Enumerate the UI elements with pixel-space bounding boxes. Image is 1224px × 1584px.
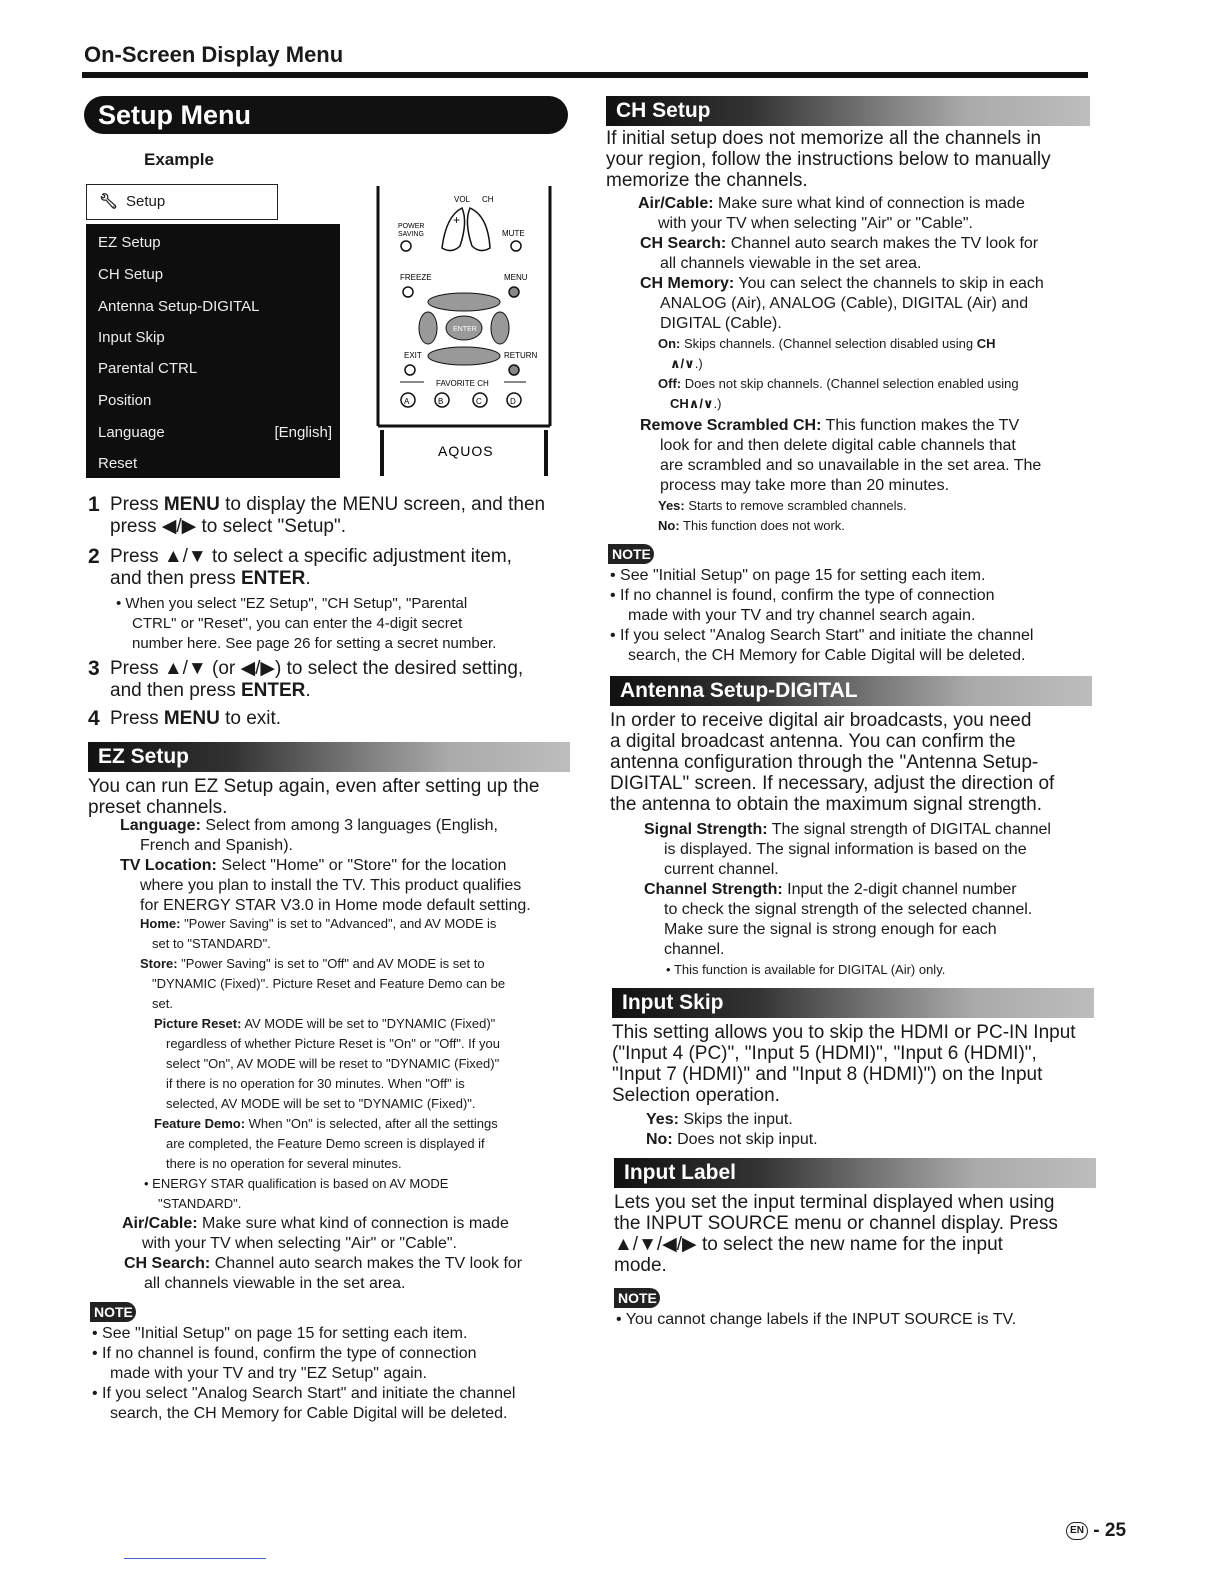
ez-feature-demo: Feature Demo: When "On" is selected, after all the settings are completed, the Feature Demo screen is displayed if there is no operation for several minutes. (154, 1116, 498, 1171)
step-2: 2 Press ▲/▼ to select a specific adjustment item, and then press ENTER. (88, 545, 512, 589)
ez-energy-bullet: • ENERGY STAR qualification is based on AV MODE "STANDARD". (144, 1176, 449, 1211)
antenna-intro: In order to receive digital air broadcasts, you need a digital broadcast antenna. You can confirm the antenna configuration through the "Antenna Setup- DIGITAL" screen. If necessary, adjust the direction of the antenna to obtain the maximum signal strength. (610, 710, 1055, 815)
enter-label: ENTER (453, 326, 477, 333)
power-saving-button (401, 241, 411, 251)
antenna-bullet: • This function is available for DIGITAL (Air) only. (666, 962, 946, 977)
header-rule (82, 72, 1088, 78)
return-button (509, 365, 519, 375)
ez-setup-intro: You can run EZ Setup again, even after setting up the preset channels. (88, 776, 540, 818)
power-saving-label-1: POWER (398, 223, 425, 230)
osd-title-box (86, 184, 278, 220)
b-label: B (438, 397, 444, 406)
exit-button (405, 365, 415, 375)
osd-language-value: [English] (274, 424, 332, 441)
left-key (419, 312, 437, 344)
ch-notes: • See "Initial Setup" on page 15 for setting each item. • If no channel is found, confirm the type of connection made with your TV and try channel search again. • If you select "Analog Search Start" and initiate the channel search, the CH Memory for Cable Digital will be deleted. (610, 567, 1034, 664)
footer-rule (124, 1558, 266, 1559)
power-saving-label-2: SAVING (398, 231, 424, 238)
favorite-ch-label: FAVORITE CH (436, 379, 489, 388)
freeze-label: FREEZE (400, 273, 432, 282)
vol-label: VOL (454, 195, 471, 204)
page-number: - 25 (1093, 1520, 1127, 1541)
right-key (491, 312, 509, 344)
input-label-note: • You cannot change labels if the INPUT SOURCE is TV. (616, 1311, 1017, 1328)
ez-home: Home: "Power Saving" is set to "Advanced", and AV MODE is set to "STANDARD". (140, 916, 497, 951)
page-header: On-Screen Display Menu (84, 42, 344, 67)
ch-remove-scrambled: Remove Scrambled CH: This function makes the TV look for and then delete digital cable channels that are scrambled and so unavailable in the set area. The process may take more than 20 minutes. (640, 417, 1042, 494)
ch-on: On: Skips channels. (Channel selection disabled using CH ∧/∨.) (658, 336, 996, 371)
input-skip-options: Yes: Skips the input. No: Does not skip input. (646, 1111, 818, 1148)
mute-button (511, 241, 521, 251)
ch-note-badge: NOTE (608, 544, 654, 564)
exit-label: EXIT (404, 351, 422, 360)
ch-remove-options: Yes: Starts to remove scrambled channels. No: This function does not work. (658, 498, 907, 533)
step-2-bullet: • When you select "EZ Setup", "CH Setup", "Parental CTRL" or "Reset", you can enter the 4-digit secret number here. See page 26 for setting a secret number. (116, 595, 497, 652)
ch-air-cable: Air/Cable: Make sure what kind of connection is made with your TV when selecting "Air" or "Cable". (638, 195, 1025, 232)
osd-item-ch-setup: CH Setup (98, 266, 164, 283)
ez-notes: • See "Initial Setup" on page 15 for setting each item. • If no channel is found, confirm the type of connection made with your TV and try "EZ Setup" again. • If you select "Analog Search Start" and initiate the channel search, the CH Memory for Cable Digital will be deleted. (92, 1325, 516, 1422)
a-label: A (404, 397, 410, 406)
ez-setup-title: EZ Setup (88, 742, 570, 772)
step-1: 1 Press MENU to display the MENU screen, and then press ◀/▶ to select "Setup". (88, 493, 546, 537)
ch-ch-search: CH Search: Channel auto search makes the TV look for all channels viewable in the set area. (640, 235, 1039, 272)
ez-ch-search: CH Search: Channel auto search makes the TV look for all channels viewable in the set area. (124, 1255, 523, 1292)
osd-item-language: Language (98, 424, 165, 441)
setup-menu-title: Setup Menu (84, 96, 568, 134)
ch-off: Off: Does not skip channels. (Channel selection enabled using CH∧/∨.) (658, 376, 1019, 411)
ch-label: CH (482, 195, 494, 204)
antenna-setup-title: Antenna Setup-DIGITAL (610, 676, 1092, 706)
osd-item-input-skip: Input Skip (98, 329, 165, 346)
menu-label: MENU (504, 273, 528, 282)
input-skip-intro: This setting allows you to skip the HDMI or PC-IN Input ("Input 4 (PC)", "Input 5 (HDMI)", "Input 6 (HDMI)", "Input 7 (HDMI)" and "Input 8 (HDMI)") on the Input Selection operation. (612, 1022, 1076, 1106)
osd-item-antenna-setup: Antenna Setup-DIGITAL (98, 298, 260, 315)
up-key (428, 293, 500, 311)
example-label: Example (144, 150, 214, 169)
ez-language: Language: Select from among 3 languages (English, French and Spanish). (120, 817, 498, 854)
d-label: D (510, 397, 516, 406)
menu-button (509, 287, 519, 297)
channel-rocker (467, 208, 490, 251)
osd-item-reset: Reset (98, 455, 138, 472)
down-key (428, 347, 500, 365)
mute-label: MUTE (502, 229, 525, 238)
osd-item-ez-setup: EZ Setup (98, 234, 161, 251)
osd-menu (86, 224, 340, 478)
step-4: 4 Press MENU to exit. (88, 707, 282, 730)
ez-store: Store: "Power Saving" is set to "Off" and AV MODE is set to "DYNAMIC (Fixed)". Picture Reset and Feature Demo can be set. (140, 956, 506, 1011)
remote-illustration (376, 186, 552, 482)
ez-note-badge: NOTE (90, 1302, 136, 1322)
ez-tv-location: TV Location: Select "Home" or "Store" for the location where you plan to install the TV. This product qualifies for ENERGY STAR V3.0 in Home mode default setting. (120, 857, 531, 914)
step-3: 3 Press ▲/▼ (or ◀/▶) to select the desired setting, and then press ENTER. (88, 657, 524, 701)
page-footer (1066, 1520, 1126, 1542)
freeze-button (403, 287, 413, 297)
antenna-signal-strength: Signal Strength: The signal strength of DIGITAL channel is displayed. The signal information is based on the current channel. (644, 821, 1051, 878)
ch-memory: CH Memory: You can select the channels to skip in each ANALOG (Air), ANALOG (Cable), DIGITAL (Air) and DIGITAL (Cable). (640, 275, 1044, 332)
ch-setup-intro: If initial setup does not memorize all the channels in your region, follow the instructions below to manually memorize the channels. (606, 128, 1051, 191)
return-label: RETURN (504, 351, 538, 360)
ez-air-cable: Air/Cable: Make sure what kind of connection is made with your TV when selecting "Air" or "Cable". (122, 1215, 509, 1252)
antenna-channel-strength: Channel Strength: Input the 2-digit channel number to check the signal strength of the selected channel. Make sure the signal is strong enough for each channel. (644, 881, 1033, 958)
setup-icon: 🔧︎ (99, 193, 119, 210)
input-label-intro: Lets you set the input terminal displayed when using the INPUT SOURCE menu or channel display. Press ▲/▼/◀/▶ to select the new name for the input mode. (614, 1192, 1058, 1276)
input-label-title: Input Label (614, 1158, 1096, 1188)
osd-item-parental-ctrl: Parental CTRL (98, 360, 198, 377)
ez-picture-reset: Picture Reset: AV MODE will be set to "DYNAMIC (Fixed)" regardless of whether Picture Reset is "On" or "Off". If you select "On", AV MODE will be reset to "DYNAMIC (Fixed)" if there is no operation for 30 minutes. When "Off" is selected, AV MODE will be set to "DYNAMIC (Fixed)". (154, 1016, 500, 1111)
language-badge: EN (1066, 1522, 1088, 1540)
plus-sign: + (453, 213, 461, 227)
osd-item-position: Position (98, 392, 152, 409)
ch-setup-title: CH Setup (606, 96, 1090, 126)
input-skip-title: Input Skip (612, 988, 1094, 1018)
c-label: C (476, 397, 482, 406)
input-label-note-badge: NOTE (614, 1288, 660, 1308)
aquos-brand: AQUOS (438, 443, 494, 459)
osd-title: Setup (126, 193, 166, 210)
